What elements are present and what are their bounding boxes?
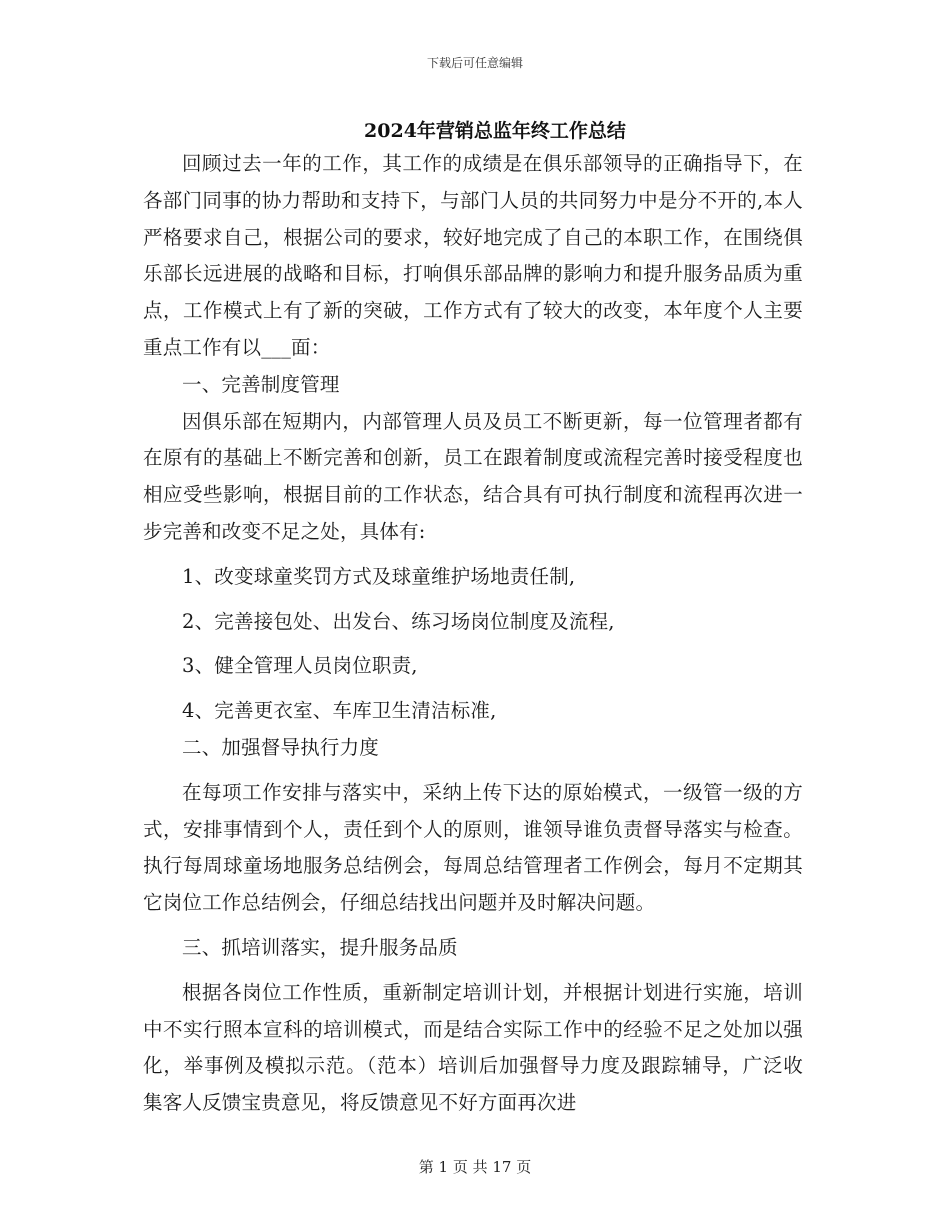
list-item-1: 1、改变球童奖罚方式及球童维护场地责任制, (182, 564, 576, 588)
section-heading-2: 二、加强督导执行力度 (182, 735, 380, 759)
document-body (143, 146, 803, 1122)
page-number: 第 1 页 共 17 页 (418, 1158, 532, 1176)
section-heading-1: 一、完善制度管理 (182, 372, 340, 396)
paragraph-section-3: 根据各岗位工作性质，重新制定培训计划，并根据计划进行实施，培训中不实行照本宣科的培训模式，而是结合实际工作中的经验不足之处加以强化，举事例及模拟示范。（范本）培训后加强督导力度及跟踪辅导，广泛收集客人反馈宝贵意见，将反馈意见不好方面再次进 (143, 980, 803, 1115)
document-title: 2024年营销总监年终工作总结 (364, 120, 626, 142)
paragraph-section-2: 在每项工作安排与落实中，采纳上传下达的原始模式，一级管一级的方式，安排事情到个人，责任到个人的原则，谁领导谁负责督导落实与检查。执行每周球童场地服务总结例会，每周总结管理者工作例会，每月不定期其它岗位工作总结例会，仔细总结找出问题并及时解决问题。 (143, 780, 803, 915)
paragraph-intro: 回顾过去一年的工作，其工作的成绩是在俱乐部领导的正确指导下，在各部门同事的协力帮助和支持下，与部门人员的共同努力中是分不开的,本人严格要求自己，根据公司的要求，较好地完成了自己的本职工作，在围绕俱乐部长远进展的战略和目标，打响俱乐部品牌的影响力和提升服务品质为重点，工作模式上有了新的突破，工作方式有了较大的改变，本年度个人主要重点工作有以___面： (143, 152, 803, 359)
list-item-4: 4、完善更衣室、车库卫生清洁标准, (182, 699, 497, 723)
header-note: 下载后可任意编辑 (426, 56, 523, 70)
section-heading-3: 三、抓培训落实，提升服务品质 (182, 935, 458, 959)
list-item-3: 3、健全管理人员岗位职责, (182, 654, 418, 678)
list-item-2: 2、完善接包处、出发台、练习场岗位制度及流程, (182, 609, 615, 633)
paragraph-section-1: 因俱乐部在短期内，内部管理人员及员工不断更新，每一位管理者都有在原有的基础上不断完善和创新，员工在跟着制度或流程完善时接受程度也相应受些影响，根据目前的工作状态，结合具有可执行制度和流程再次进一步完善和改变不足之处，具体有: (143, 409, 803, 543)
